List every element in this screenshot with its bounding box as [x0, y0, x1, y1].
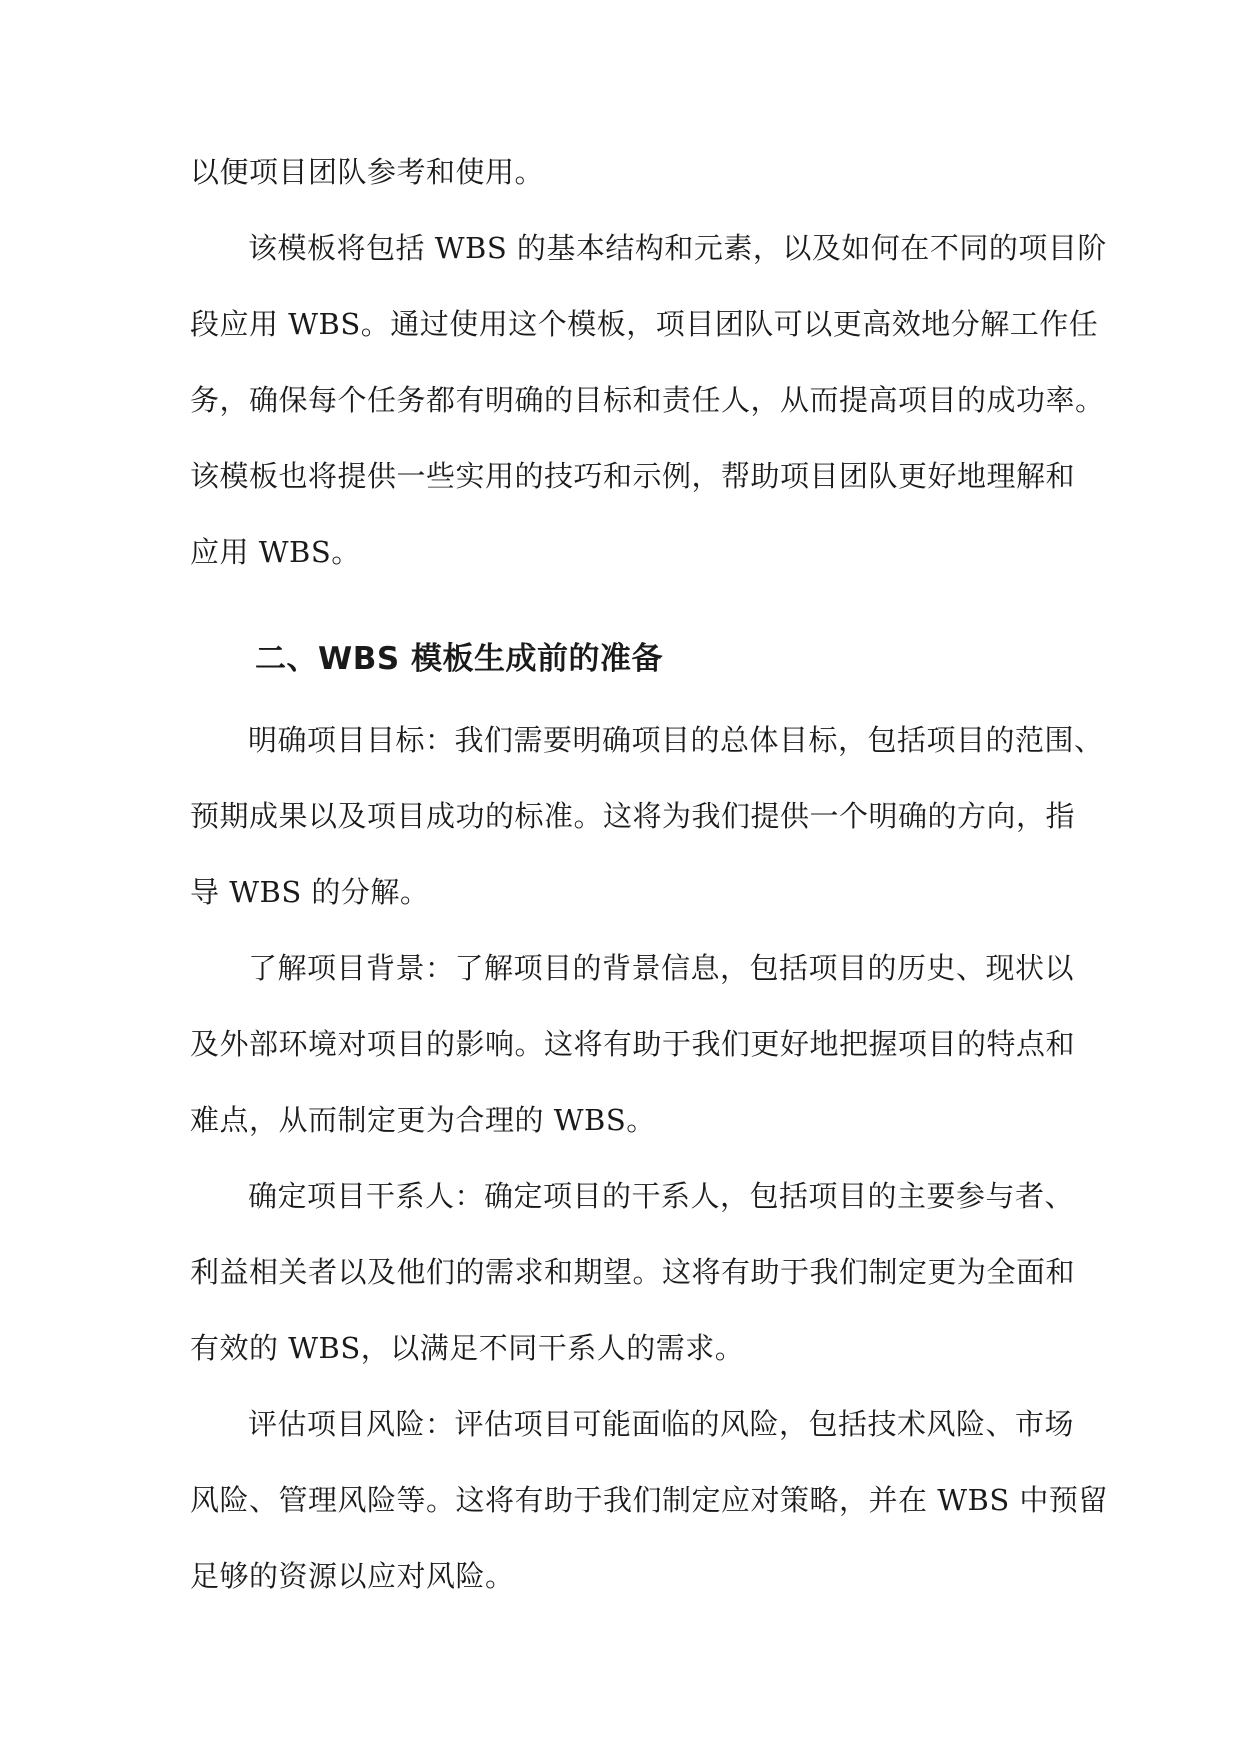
text-line: 及外部环境对项目的影响。这将有助于我们更好地把握项目的特点和 [190, 1027, 1076, 1061]
text-line: 该模板也将提供一些实用的技巧和示例，帮助项目团队更好地理解和 [190, 459, 1076, 493]
text-line: 风险、管理风险等。这将有助于我们制定应对策略，并在 WBS 中预留 [190, 1483, 1108, 1517]
text-line: 利益相关者以及他们的需求和期望。这将有助于我们制定更为全面和 [190, 1255, 1076, 1289]
paragraph-first-line: 评估项目风险：评估项目可能面临的风险，包括技术风险、市场 [248, 1407, 1075, 1441]
text-line: 务，确保每个任务都有明确的目标和责任人，从而提高项目的成功率。 [190, 383, 1105, 417]
text-line: 段应用 WBS。通过使用这个模板，项目团队可以更高效地分解工作任 [190, 307, 1099, 341]
paragraph-first-line: 了解项目背景：了解项目的背景信息，包括项目的历史、现状以 [248, 951, 1075, 985]
text-line: 导 WBS 的分解。 [190, 875, 430, 909]
paragraph-first-line: 明确项目目标：我们需要明确项目的总体目标，包括项目的范围、 [248, 723, 1104, 757]
text-line: 足够的资源以应对风险。 [190, 1559, 515, 1593]
section-heading: 二、WBS 模板生成前的准备 [255, 641, 663, 677]
text-line: 应用 WBS。 [190, 535, 361, 569]
text-line: 以便项目团队参考和使用。 [190, 155, 545, 189]
paragraph-first-line: 确定项目干系人：确定项目的干系人，包括项目的主要参与者、 [248, 1179, 1075, 1213]
paragraph-first-line: 该模板将包括 WBS 的基本结构和元素，以及如何在不同的项目阶 [248, 231, 1107, 265]
text-line: 有效的 WBS，以满足不同干系人的需求。 [190, 1331, 745, 1365]
text-line: 难点，从而制定更为合理的 WBS。 [190, 1103, 656, 1137]
text-line: 预期成果以及项目成功的标准。这将为我们提供一个明确的方向，指 [190, 799, 1076, 833]
